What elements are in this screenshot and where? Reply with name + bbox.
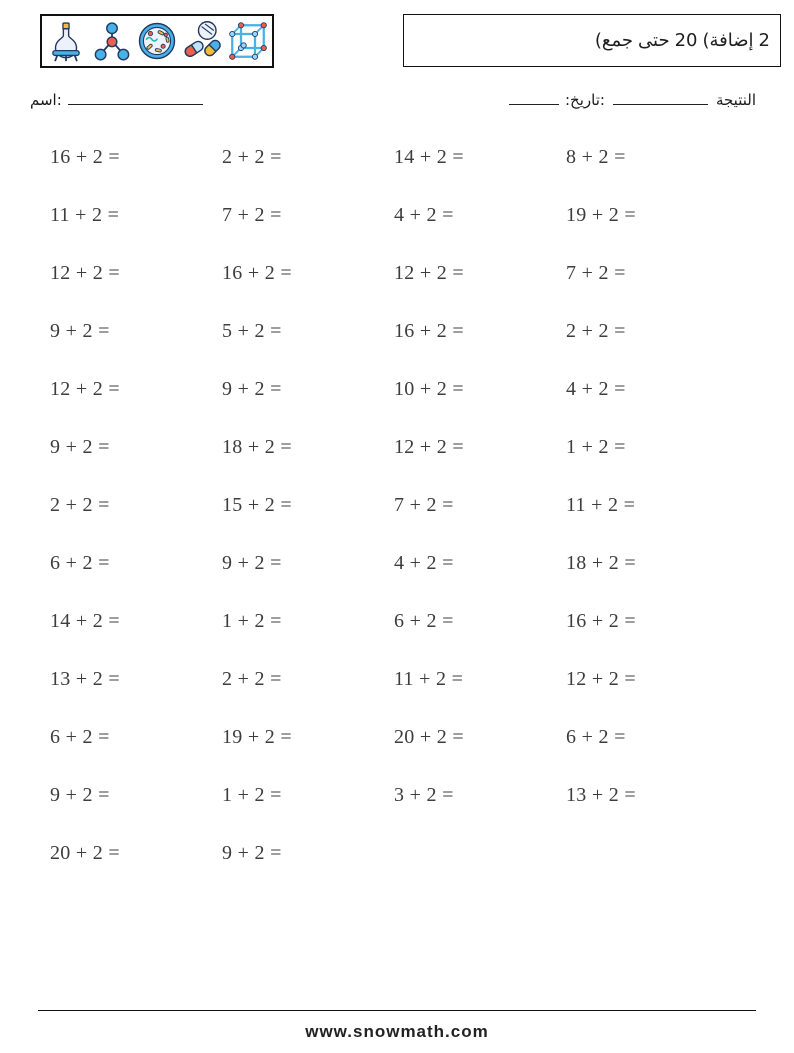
problem: 5 + 2 = bbox=[222, 320, 282, 342]
problem: 12 + 2 = bbox=[50, 378, 120, 400]
date-blank bbox=[509, 90, 559, 105]
title-box bbox=[403, 14, 781, 67]
problem: 16 + 2 = bbox=[222, 262, 292, 284]
title-token: 20 bbox=[674, 30, 698, 51]
problem: 2 + 2 = bbox=[566, 320, 626, 342]
problem: 9 + 2 = bbox=[222, 552, 282, 574]
problem: 20 + 2 = bbox=[50, 842, 120, 864]
problem: 9 + 2 = bbox=[222, 378, 282, 400]
form-line bbox=[0, 90, 794, 120]
date-result-group bbox=[509, 90, 756, 109]
problem: 9 + 2 = bbox=[50, 436, 110, 458]
problem: 19 + 2 = bbox=[222, 726, 292, 748]
problem: 6 + 2 = bbox=[566, 726, 626, 748]
problem: 6 + 2 = bbox=[50, 552, 110, 574]
problem: 14 + 2 = bbox=[50, 610, 120, 632]
problem: 7 + 2 = bbox=[222, 204, 282, 226]
problem: 7 + 2 = bbox=[566, 262, 626, 284]
problems-grid bbox=[50, 146, 738, 900]
problem: 16 + 2 = bbox=[394, 320, 464, 342]
problem: 20 + 2 = bbox=[394, 726, 464, 748]
problem: 12 + 2 = bbox=[566, 668, 636, 690]
problem: 1 + 2 = bbox=[222, 784, 282, 806]
problem: 16 + 2 = bbox=[566, 610, 636, 632]
name-blank bbox=[68, 90, 203, 105]
problem: 13 + 2 = bbox=[566, 784, 636, 806]
problem: 13 + 2 = bbox=[50, 668, 120, 690]
name-label: اسم: bbox=[30, 91, 62, 109]
problem: 9 + 2 = bbox=[222, 842, 282, 864]
worksheet-title bbox=[590, 30, 770, 51]
name-group bbox=[30, 90, 203, 109]
problem: 6 + 2 = bbox=[50, 726, 110, 748]
problem: 3 + 2 = bbox=[394, 784, 454, 806]
problem: 14 + 2 = bbox=[394, 146, 464, 168]
result-blank bbox=[613, 90, 708, 105]
problem: 19 + 2 = bbox=[566, 204, 636, 226]
problem: 2 + 2 = bbox=[50, 494, 110, 516]
problem: 9 + 2 = bbox=[50, 320, 110, 342]
problem: 1 + 2 = bbox=[566, 436, 626, 458]
cube-icon bbox=[227, 20, 269, 62]
problem: 10 + 2 = bbox=[394, 378, 464, 400]
petri-dish-icon bbox=[136, 20, 178, 62]
pills-icon bbox=[181, 20, 223, 62]
molecule-icon bbox=[91, 20, 133, 62]
problem: 18 + 2 = bbox=[222, 436, 292, 458]
science-icons-box bbox=[40, 14, 274, 68]
title-token: 2 bbox=[758, 30, 770, 51]
problem: 15 + 2 = bbox=[222, 494, 292, 516]
problem: 11 + 2 = bbox=[394, 668, 464, 690]
problem: 1 + 2 = bbox=[222, 610, 282, 632]
problem: 2 + 2 = bbox=[222, 668, 282, 690]
problem: 2 + 2 = bbox=[222, 146, 282, 168]
title-token: (جمع bbox=[594, 30, 634, 51]
title-token: حتى bbox=[638, 30, 670, 51]
problem: 8 + 2 = bbox=[566, 146, 626, 168]
flask-icon bbox=[45, 20, 87, 62]
problem: 12 + 2 = bbox=[394, 436, 464, 458]
footer-divider bbox=[38, 1010, 756, 1011]
problem: 12 + 2 = bbox=[50, 262, 120, 284]
problem: 4 + 2 = bbox=[394, 204, 454, 226]
problem: 11 + 2 = bbox=[566, 494, 636, 516]
problem: 16 + 2 = bbox=[50, 146, 120, 168]
problem: 12 + 2 = bbox=[394, 262, 464, 284]
problem: 4 + 2 = bbox=[394, 552, 454, 574]
problem: 7 + 2 = bbox=[394, 494, 454, 516]
footer-url: www.snowmath.com bbox=[305, 1022, 489, 1041]
problem: 6 + 2 = bbox=[394, 610, 454, 632]
problem: 4 + 2 = bbox=[566, 378, 626, 400]
result-label: النتيجة bbox=[715, 91, 756, 109]
date-label: :تاريخ: bbox=[564, 91, 605, 109]
problem: 9 + 2 = bbox=[50, 784, 110, 806]
problem: 11 + 2 = bbox=[50, 204, 120, 226]
problem: 18 + 2 = bbox=[566, 552, 636, 574]
title-token: (إضافة bbox=[702, 30, 754, 51]
